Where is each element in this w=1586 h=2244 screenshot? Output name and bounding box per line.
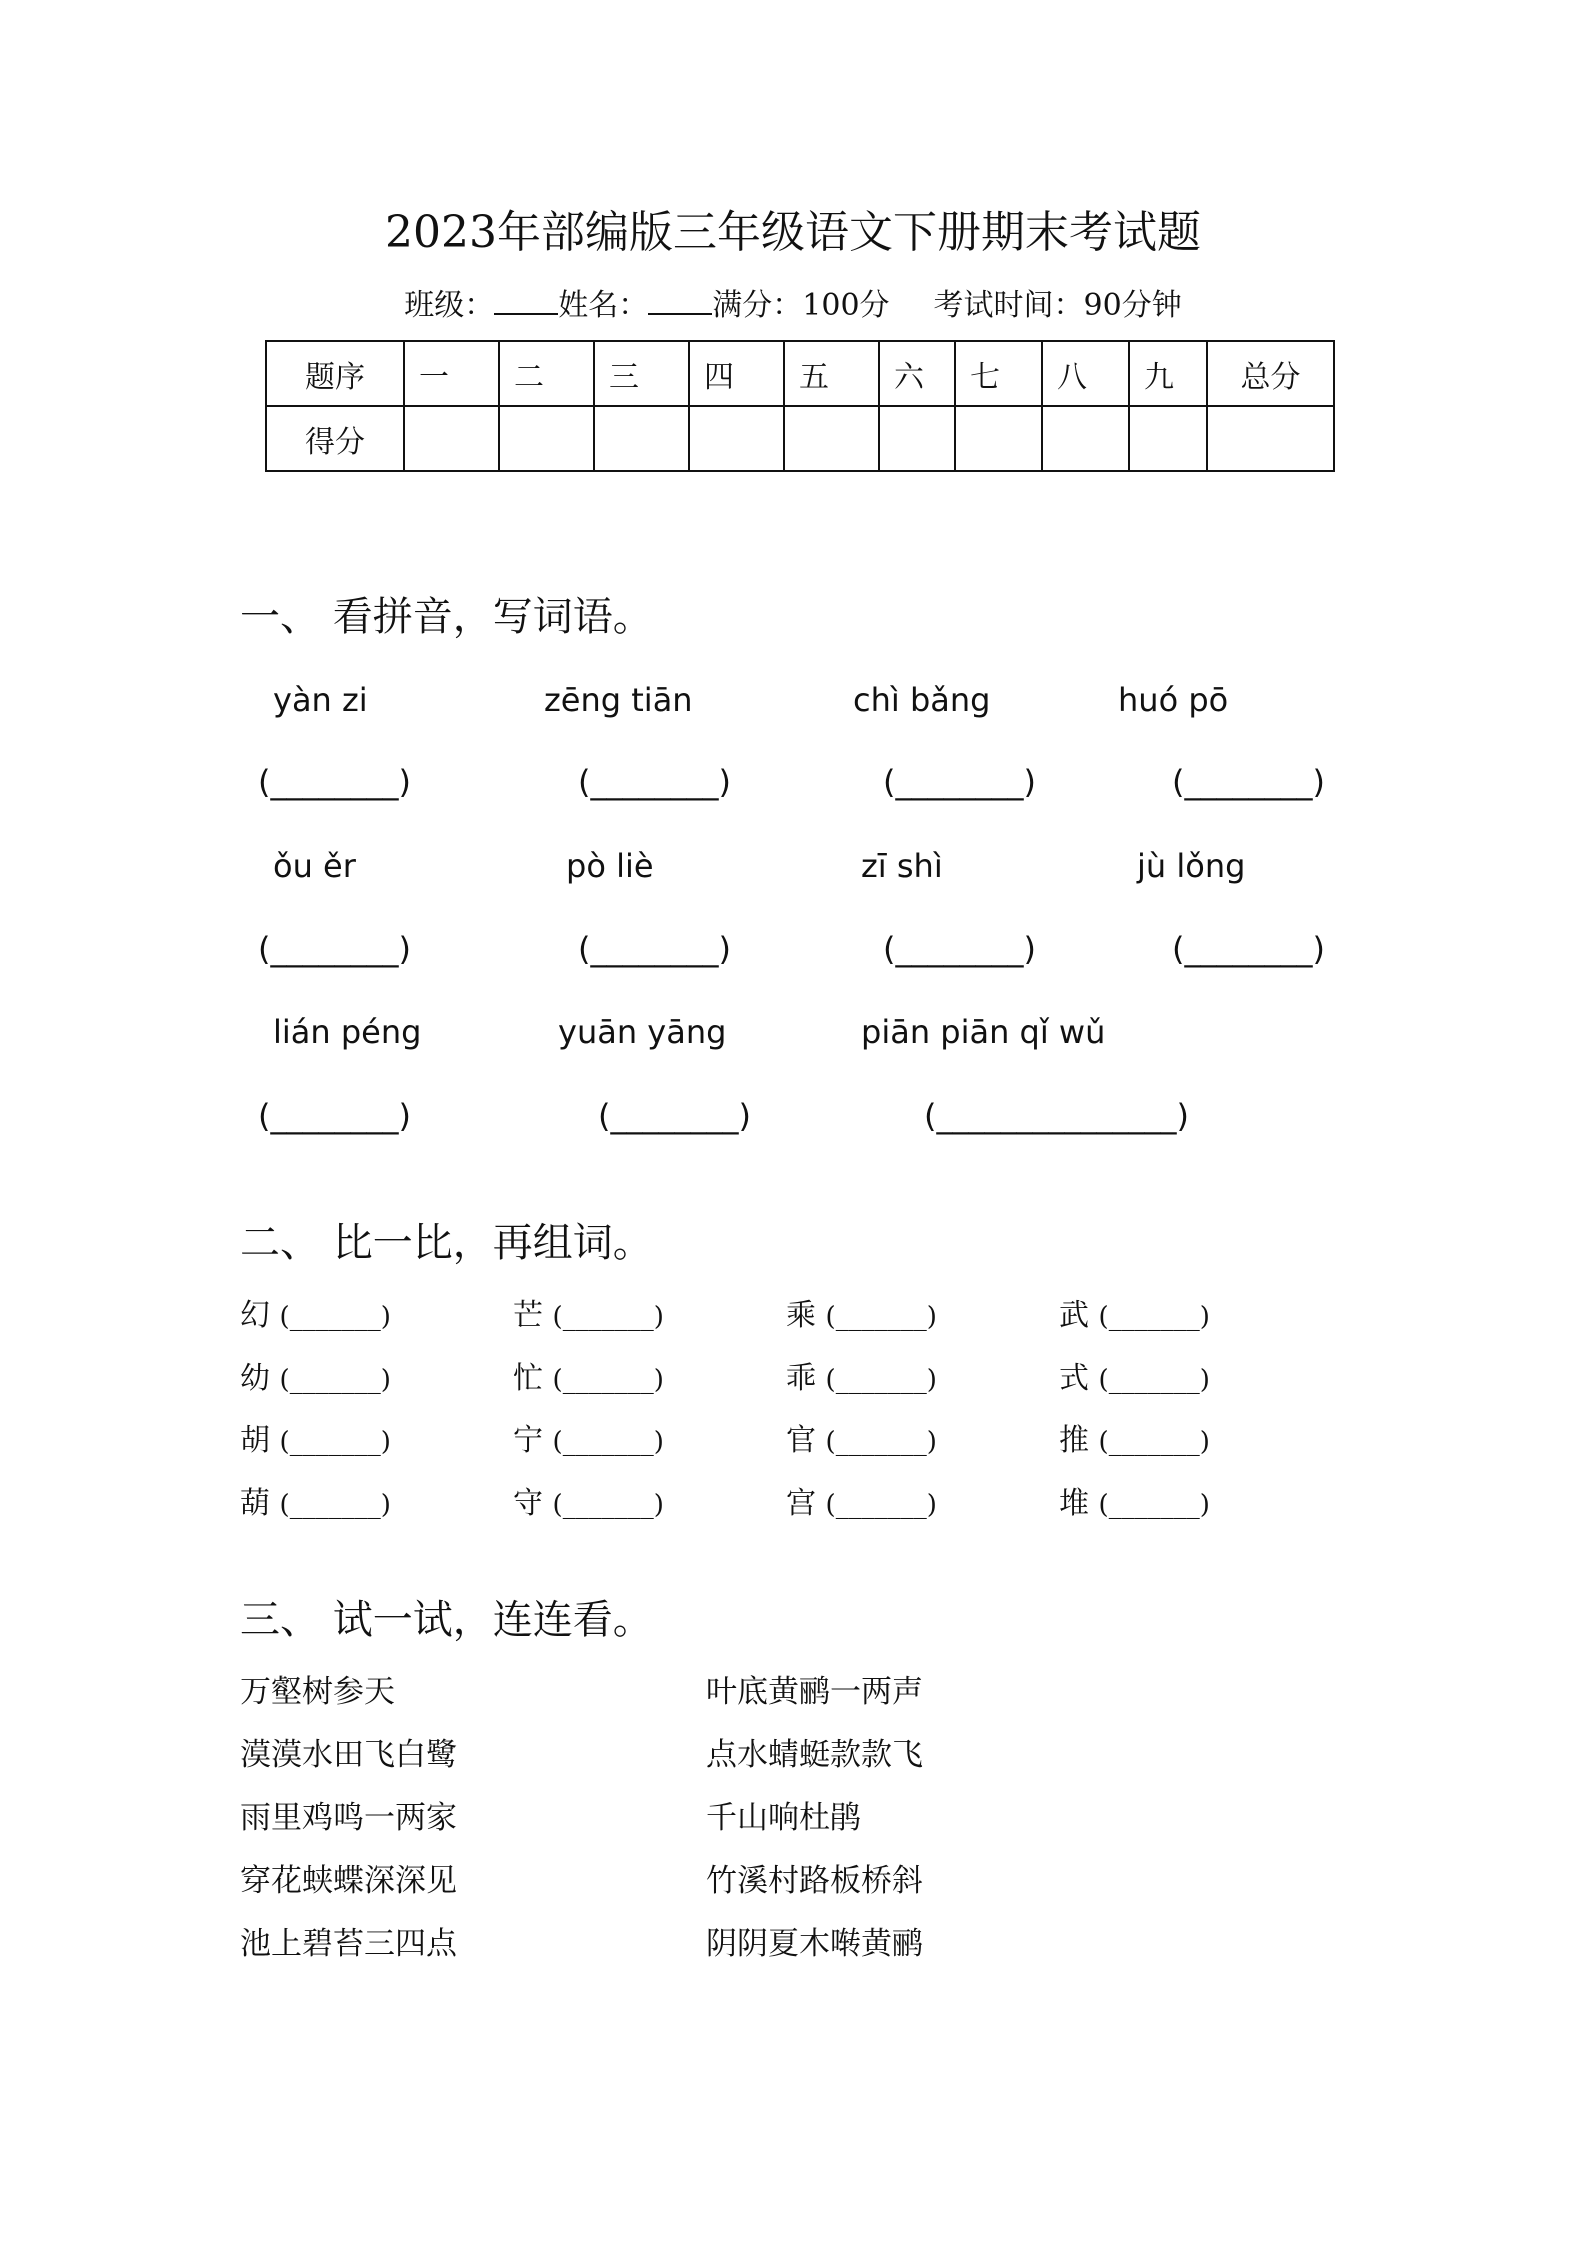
poem-line-left[interactable]: 穿花蛱蝶深深见 xyxy=(240,1863,457,1899)
compare-blank[interactable]: (_______) xyxy=(279,1302,391,1332)
exam-info-line xyxy=(0,286,1586,326)
compare-char: 葫 xyxy=(240,1486,270,1521)
exam-time-label: 考试时间：90分钟 xyxy=(933,288,1182,323)
compare-blank[interactable]: (_______) xyxy=(1098,1302,1210,1332)
answer-blank[interactable]: (________) xyxy=(1172,930,1325,968)
answer-blank[interactable]: (________) xyxy=(258,763,411,801)
full-score-label: 满分：100分 xyxy=(712,288,890,323)
score-table-score-row xyxy=(266,406,1334,471)
compare-item xyxy=(513,1359,664,1400)
compare-blank[interactable]: (_______) xyxy=(825,1490,937,1520)
compare-blank[interactable]: (_______) xyxy=(552,1302,664,1332)
compare-char: 宫 xyxy=(786,1486,816,1521)
compare-item xyxy=(240,1421,391,1462)
poem-line-right[interactable]: 千山响杜鹃 xyxy=(706,1800,861,1836)
compare-char: 芒 xyxy=(513,1298,543,1333)
page-title: 2023年部编版三年级语文下册期末考试题 xyxy=(385,207,1201,258)
compare-char: 幼 xyxy=(240,1361,270,1396)
score-cell[interactable] xyxy=(689,406,784,471)
pinyin-4: huó pō xyxy=(1118,681,1229,719)
compare-blank[interactable]: (_______) xyxy=(279,1365,391,1395)
header-cell-3: 三 xyxy=(594,341,689,406)
score-cell[interactable] xyxy=(499,406,594,471)
poem-line-right[interactable]: 竹溪村路板桥斜 xyxy=(706,1863,923,1899)
compare-blank[interactable]: (_______) xyxy=(552,1427,664,1457)
score-table-header-row xyxy=(266,341,1334,406)
answer-blank-long[interactable]: (_______________) xyxy=(924,1097,1189,1135)
pinyin-6: pò liè xyxy=(566,847,654,885)
score-cell[interactable] xyxy=(1042,406,1129,471)
compare-item xyxy=(513,1296,664,1337)
answer-blank[interactable]: (________) xyxy=(258,930,411,968)
header-cell-6: 六 xyxy=(879,341,955,406)
answer-blank[interactable]: (________) xyxy=(883,930,1036,968)
compare-char: 胡 xyxy=(240,1423,270,1458)
header-cell-7: 七 xyxy=(955,341,1042,406)
score-cell[interactable] xyxy=(955,406,1042,471)
compare-blank[interactable]: (_______) xyxy=(279,1490,391,1520)
compare-item xyxy=(240,1296,391,1337)
class-blank[interactable] xyxy=(494,287,558,315)
score-row-label: 得分 xyxy=(266,406,404,471)
header-cell-1: 一 xyxy=(404,341,499,406)
compare-blank[interactable]: (_______) xyxy=(825,1427,937,1457)
pinyin-11: piān piān qǐ wǔ xyxy=(861,1013,1106,1051)
pinyin-10: yuān yāng xyxy=(558,1013,727,1051)
score-cell-total[interactable] xyxy=(1207,406,1334,471)
compare-blank[interactable]: (_______) xyxy=(552,1365,664,1395)
answer-blank[interactable]: (________) xyxy=(1172,763,1325,801)
pinyin-8: jù lǒng xyxy=(1137,847,1246,885)
name-label: 姓名： xyxy=(558,288,649,323)
pinyin-3: chì bǎng xyxy=(853,681,991,719)
compare-char: 乖 xyxy=(786,1361,816,1396)
compare-item xyxy=(1059,1296,1210,1337)
answer-blank[interactable]: (________) xyxy=(883,763,1036,801)
compare-blank[interactable]: (_______) xyxy=(825,1302,937,1332)
poem-line-left[interactable]: 漠漠水田飞白鹭 xyxy=(240,1737,457,1773)
poem-line-right[interactable]: 点水蜻蜓款款飞 xyxy=(706,1737,923,1773)
answer-blank[interactable]: (________) xyxy=(578,763,731,801)
compare-char: 推 xyxy=(1059,1423,1089,1458)
poem-line-left[interactable]: 万壑树参天 xyxy=(240,1674,395,1710)
header-cell-total: 总分 xyxy=(1207,341,1334,406)
pinyin-1: yàn zi xyxy=(273,681,368,719)
compare-char: 式 xyxy=(1059,1361,1089,1396)
pinyin-9: lián péng xyxy=(273,1013,422,1051)
compare-char: 官 xyxy=(786,1423,816,1458)
header-cell-order: 题序 xyxy=(266,341,404,406)
header-cell-9: 九 xyxy=(1129,341,1207,406)
section-1-title: 一、 看拼音，写词语。 xyxy=(240,594,653,640)
pinyin-7: zī shì xyxy=(861,847,943,885)
compare-item xyxy=(786,1421,937,1462)
answer-blank[interactable]: (________) xyxy=(578,930,731,968)
compare-item xyxy=(786,1296,937,1337)
poem-line-right[interactable]: 阴阴夏木啭黄鹂 xyxy=(706,1926,923,1962)
compare-blank[interactable]: (_______) xyxy=(825,1365,937,1395)
compare-char: 幻 xyxy=(240,1298,270,1333)
compare-blank[interactable]: (_______) xyxy=(1098,1365,1210,1395)
pinyin-2: zēng tiān xyxy=(544,681,693,719)
compare-item xyxy=(1059,1484,1210,1525)
score-cell[interactable] xyxy=(404,406,499,471)
header-cell-2: 二 xyxy=(499,341,594,406)
compare-item xyxy=(1059,1359,1210,1400)
compare-item xyxy=(786,1359,937,1400)
compare-item xyxy=(1059,1421,1210,1462)
score-cell[interactable] xyxy=(594,406,689,471)
compare-item xyxy=(513,1421,664,1462)
score-cell[interactable] xyxy=(1129,406,1207,471)
compare-blank[interactable]: (_______) xyxy=(552,1490,664,1520)
score-cell[interactable] xyxy=(784,406,879,471)
poem-line-right[interactable]: 叶底黄鹂一两声 xyxy=(706,1674,923,1710)
compare-item xyxy=(240,1484,391,1525)
name-blank[interactable] xyxy=(648,287,712,315)
poem-line-left[interactable]: 雨里鸡鸣一两家 xyxy=(240,1800,457,1836)
compare-item xyxy=(513,1484,664,1525)
compare-char: 乘 xyxy=(786,1298,816,1333)
compare-blank[interactable]: (_______) xyxy=(279,1427,391,1457)
compare-char: 宁 xyxy=(513,1423,543,1458)
header-cell-4: 四 xyxy=(689,341,784,406)
compare-char: 堆 xyxy=(1059,1486,1089,1521)
section-2-title: 二、 比一比，再组词。 xyxy=(240,1220,653,1266)
compare-item xyxy=(240,1359,391,1400)
compare-item xyxy=(786,1484,937,1525)
pinyin-5: ǒu ěr xyxy=(273,847,356,885)
compare-blank[interactable]: (_______) xyxy=(1098,1427,1210,1457)
section-3-title: 三、 试一试，连连看。 xyxy=(240,1597,653,1643)
compare-char: 守 xyxy=(513,1486,543,1521)
header-cell-8: 八 xyxy=(1042,341,1129,406)
compare-char: 武 xyxy=(1059,1298,1089,1333)
answer-blank[interactable]: (________) xyxy=(258,1097,411,1135)
poem-line-left[interactable]: 池上碧苔三四点 xyxy=(240,1926,457,1962)
compare-char: 忙 xyxy=(513,1361,543,1396)
score-table xyxy=(265,340,1335,472)
class-label: 班级： xyxy=(404,288,495,323)
compare-blank[interactable]: (_______) xyxy=(1098,1490,1210,1520)
score-cell[interactable] xyxy=(879,406,955,471)
header-cell-5: 五 xyxy=(784,341,879,406)
answer-blank[interactable]: (________) xyxy=(598,1097,751,1135)
